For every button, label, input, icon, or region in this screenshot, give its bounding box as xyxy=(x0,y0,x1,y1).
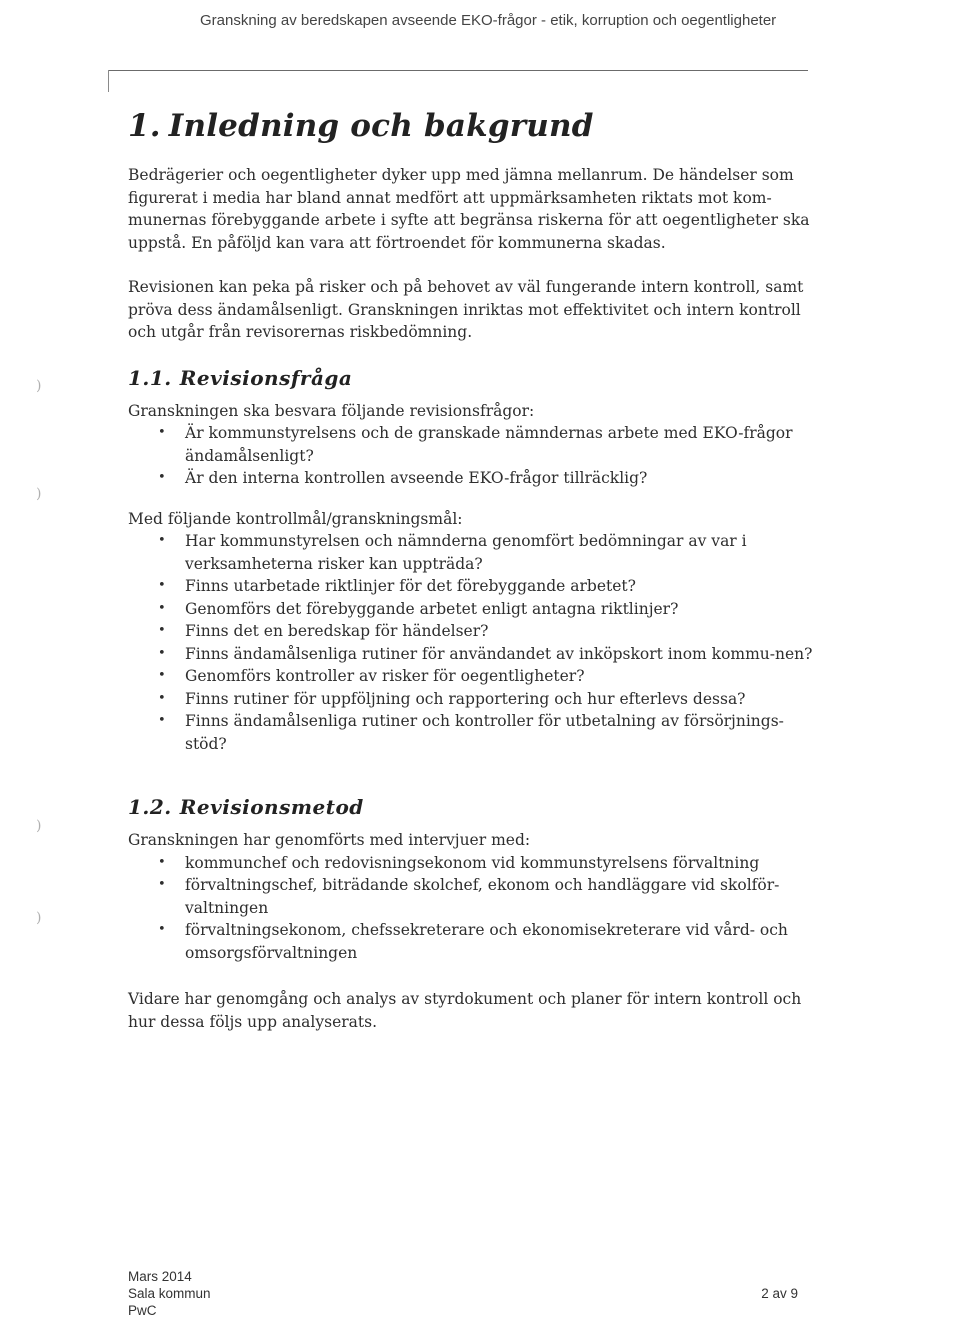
section-title: Revisionsmetod xyxy=(179,795,364,819)
list-item: • Genomförs det förebyggande arbetet enligt antagna riktlinjer? xyxy=(158,598,818,621)
list-item: • Genomförs kontroller av risker för oegentligheter? xyxy=(158,665,818,688)
bullet-icon: • xyxy=(158,470,166,485)
list-item: • Finns ändamålsenliga rutiner och kontroller för utbetalning av försörjnings-stöd? xyxy=(158,712,784,753)
page-footer xyxy=(128,1268,798,1319)
list-item: • Finns det en beredskap för händelser? xyxy=(158,620,818,643)
closing-paragraph: Vidare har genomgång och analys av styrdokument och planer för intern kontroll och hur dessa följs upp analyserats. xyxy=(128,990,802,1031)
section-heading-1-1 xyxy=(128,366,818,390)
bullet-icon: • xyxy=(158,877,166,892)
margin-mark: ) xyxy=(36,378,42,394)
bullet-icon: • xyxy=(158,713,166,728)
list-item: • förvaltningschef, biträdande skolchef, ekonom och handläggare vid skolför-valtningen xyxy=(158,876,780,917)
interviewees-list xyxy=(128,852,818,965)
list-item: • Finns ändamålsenliga rutiner för användandet av inköpskort inom kommu-nen? xyxy=(158,643,818,666)
intro-paragraph: Bedrägerier och oegentligheter dyker upp med jämna mellanrum. De händelser som figurerat i media har bland annat medfört att uppmärksamheten riktats mot kom-munernas förebyggande arbete i syfte att begränsa riskerna för att oegentligheter ska uppstå. En påföljd kan vara att förtroendet för kommunerna skadas. xyxy=(128,166,810,252)
list-item: • förvaltningsekonom, chefssekreterare och ekonomisekreterare vid vård- och omsorgsförvaltningen xyxy=(158,921,788,962)
section-number: 1. xyxy=(128,108,161,144)
goals-intro: Med följande kontrollmål/granskningsmål: xyxy=(128,509,463,528)
running-header: Granskning av beredskapen avseende EKO-frågor - etik, korruption och oegentligheter xyxy=(200,12,777,29)
footer-date: Mars 2014 xyxy=(128,1269,192,1284)
revision-paragraph: Revisionen kan peka på risker och på behovet av väl fungerande intern kontroll, samt pröva dess ändamålsenligt. Granskningen inriktas mot effektivitet och intern kontroll och utgår från revisorernas riskbedömning. xyxy=(128,278,804,341)
section-title: Inledning och bakgrund xyxy=(168,108,594,144)
footer-organization: Sala kommun xyxy=(128,1286,211,1301)
list-item: • Är kommunstyrelsens och de granskade nämndernas arbete med EKO-frågor ändamålsenligt? xyxy=(158,424,793,465)
list-item: • Är den interna kontrollen avseende EKO-frågor tillräcklig? xyxy=(158,467,818,490)
list-item: • Finns rutiner för uppföljning och rapportering och hur efterlevs dessa? xyxy=(158,688,818,711)
method-intro: Granskningen har genomförts med intervjuer med: xyxy=(128,831,531,849)
bullet-icon: • xyxy=(158,425,166,440)
bullet-icon: • xyxy=(158,922,166,937)
list-item: • Har kommunstyrelsen och nämnderna genomfört bedömningar av var i verksamheterna risker kan uppträda? xyxy=(158,532,747,573)
control-goals-list xyxy=(128,530,818,755)
section-heading-1 xyxy=(128,108,818,144)
bullet-icon: • xyxy=(158,623,166,638)
section-heading-1-2 xyxy=(128,795,818,819)
section-title: Revisionsfråga xyxy=(179,365,353,390)
questions-intro: Granskningen ska besvara följande revisionsfrågor: xyxy=(128,401,535,420)
header-rule-tick xyxy=(108,70,109,92)
section-number: 1.2. xyxy=(128,795,172,819)
bullet-icon: • xyxy=(158,690,166,706)
list-item: • kommunchef och redovisningsekonom vid kommunstyrelsens förvaltning xyxy=(158,852,818,875)
bullet-icon: • xyxy=(158,533,166,548)
section-number: 1.1. xyxy=(128,365,172,390)
bullet-icon: • xyxy=(158,854,166,870)
main-content xyxy=(128,108,818,1033)
list-item: • Finns utarbetade riktlinjer för det förebyggande arbetet? xyxy=(158,575,818,598)
bullet-icon: • xyxy=(158,645,166,661)
page-number: 2 av 9 xyxy=(761,1286,798,1301)
revision-questions-list xyxy=(128,422,818,490)
margin-mark: ) xyxy=(36,910,42,926)
footer-firm: PwC xyxy=(128,1303,157,1318)
bullet-icon: • xyxy=(158,668,166,683)
margin-mark: ) xyxy=(36,818,42,834)
header-rule xyxy=(108,70,808,71)
bullet-icon: • xyxy=(158,600,166,616)
margin-mark: ) xyxy=(36,486,42,502)
bullet-icon: • xyxy=(158,578,166,593)
